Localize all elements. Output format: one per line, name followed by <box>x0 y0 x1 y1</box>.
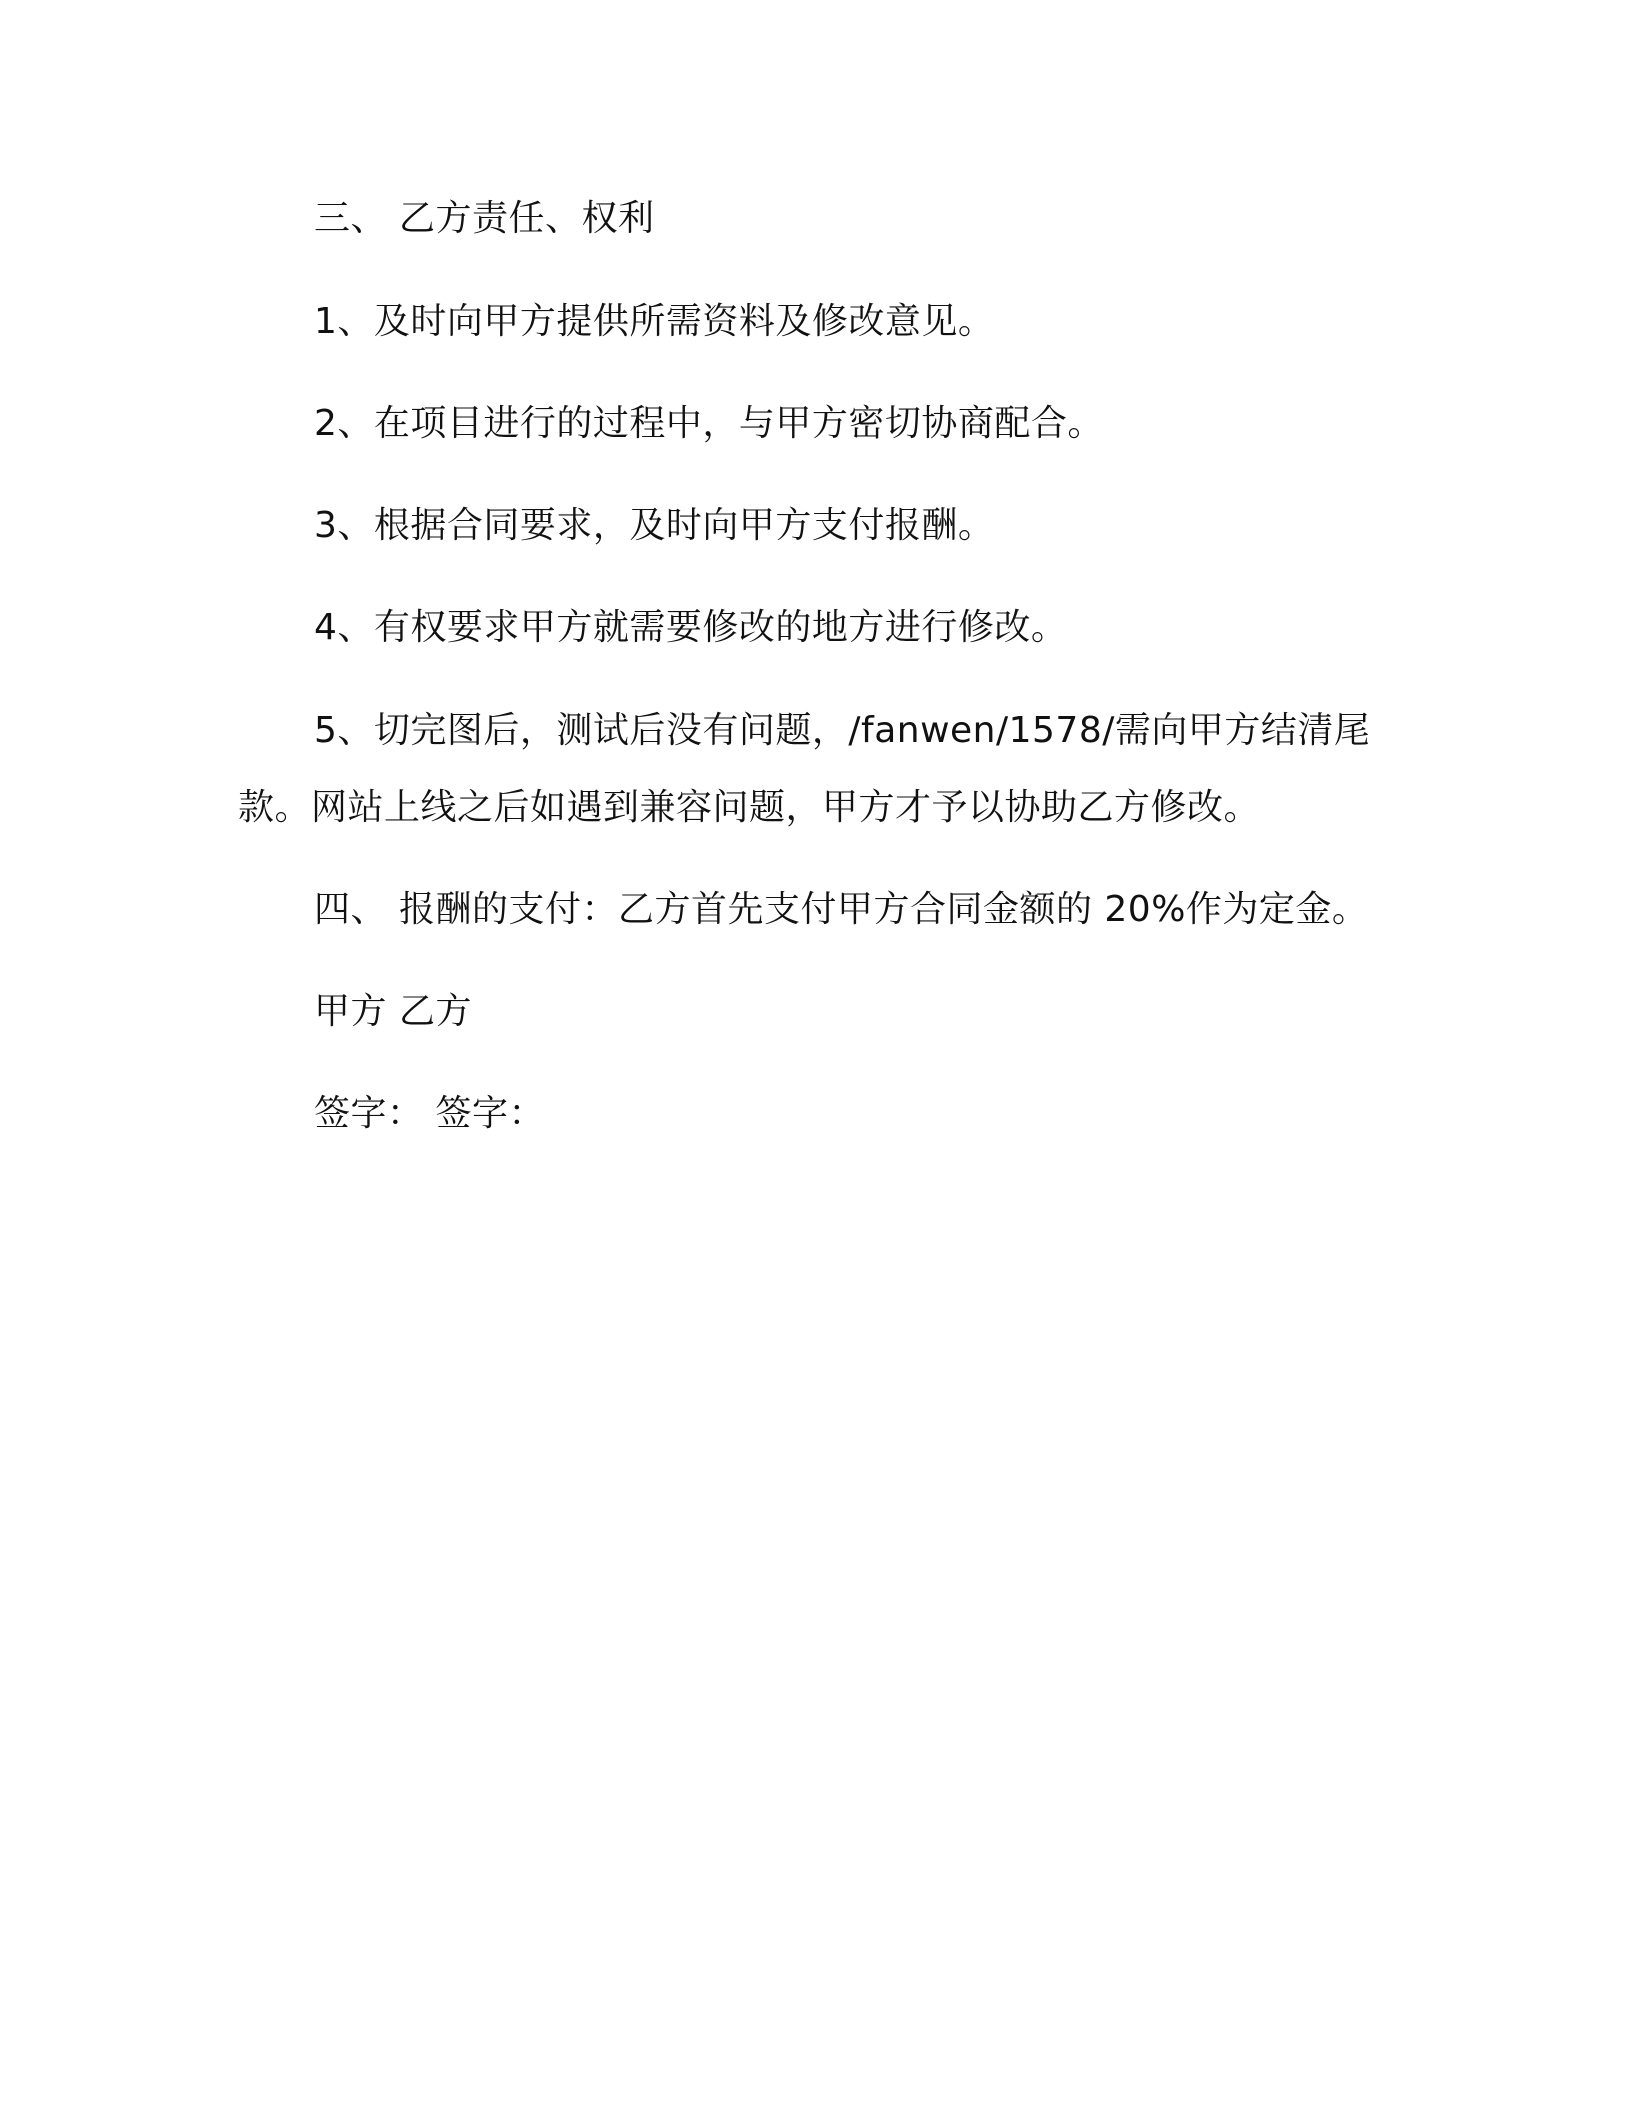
signature-line: 签字： 签字： <box>314 1093 545 1134</box>
list-item-1: 1、及时向甲方提供所需资料及修改意见。 <box>314 301 995 342</box>
parties-line: 甲方 乙方 <box>314 991 472 1032</box>
list-item-4: 4、有权要求甲方就需要修改的地方进行修改。 <box>314 607 1068 648</box>
section-heading-4: 四、 报酬的支付：乙方首先支付甲方合同金额的 20%作为定金。 <box>314 889 1369 930</box>
list-item-2: 2、在项目进行的过程中，与甲方密切协商配合。 <box>314 403 1104 444</box>
section-heading-3: 三、 乙方责任、权利 <box>314 198 655 239</box>
list-item-5-line2: 款。网站上线之后如遇到兼容问题，甲方才予以协助乙方修改。 <box>238 787 1261 828</box>
list-item-5-line1: 5、切完图后，测试后没有问题，/fanwen/1578/需向甲方结清尾 <box>314 710 1371 751</box>
list-item-3: 3、根据合同要求，及时向甲方支付报酬。 <box>314 505 995 546</box>
